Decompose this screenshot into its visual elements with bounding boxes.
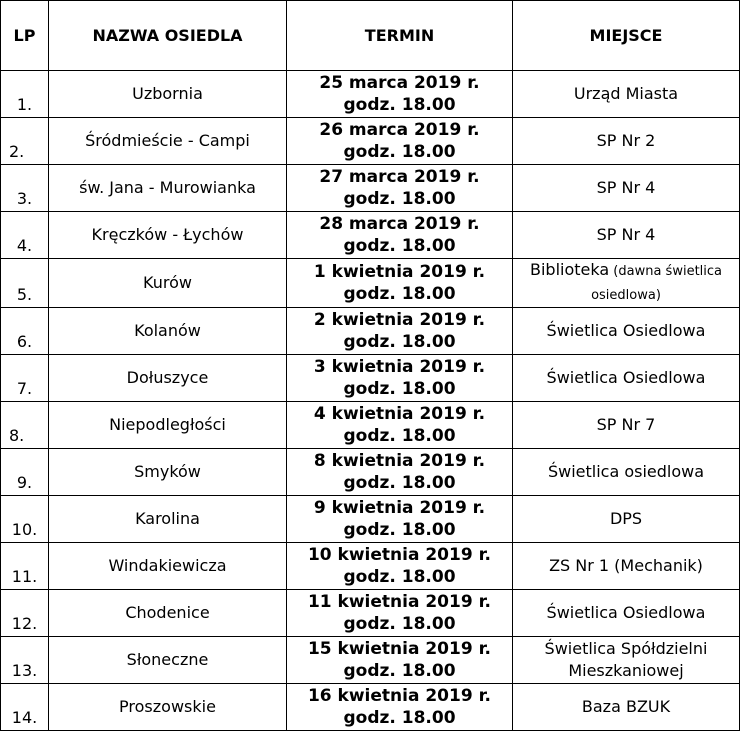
row-lp: 6. <box>1 308 49 355</box>
table-row <box>1 543 740 590</box>
row-place-label: SP Nr 4 <box>596 225 656 244</box>
row-term <box>287 684 513 731</box>
row-date: 2 kwietnia 2019 r. <box>313 310 486 330</box>
row-place-label: Świetlica Osiedlowa <box>546 603 706 622</box>
row-term <box>287 118 513 165</box>
row-place <box>513 684 740 731</box>
header-place: MIEJSCE <box>513 1 740 71</box>
row-place <box>513 71 740 118</box>
table-row <box>1 496 740 543</box>
row-place <box>513 165 740 212</box>
table-row <box>1 308 740 355</box>
row-settlement-name: św. Jana - Murowianka <box>49 165 287 212</box>
table-row <box>1 402 740 449</box>
row-term <box>287 449 513 496</box>
row-time: godz. 18.00 <box>343 426 456 446</box>
row-place <box>513 543 740 590</box>
row-settlement-name: Proszowskie <box>49 684 287 731</box>
row-place <box>513 590 740 637</box>
table-row <box>1 684 740 731</box>
table-row <box>1 212 740 259</box>
row-time: godz. 18.00 <box>343 614 456 634</box>
row-time: godz. 18.00 <box>343 567 456 587</box>
row-settlement-name: Śródmieście - Campi <box>49 118 287 165</box>
row-lp: 11. <box>1 543 49 590</box>
row-date: 8 kwietnia 2019 r. <box>313 451 486 471</box>
row-lp: 13. <box>1 637 49 684</box>
header-term: TERMIN <box>287 1 513 71</box>
row-place <box>513 496 740 543</box>
row-lp: 10. <box>1 496 49 543</box>
row-settlement-name: Kręczków - Łychów <box>49 212 287 259</box>
row-time: godz. 18.00 <box>343 236 456 256</box>
row-lp: 1. <box>1 71 49 118</box>
row-term <box>287 212 513 259</box>
row-place-label: SP Nr 4 <box>596 178 656 197</box>
row-lp: 7. <box>1 355 49 402</box>
table-row <box>1 71 740 118</box>
row-term <box>287 590 513 637</box>
row-lp: 14. <box>1 684 49 731</box>
header-lp: LP <box>1 1 49 71</box>
row-place <box>513 449 740 496</box>
row-date: 27 marca 2019 r. <box>319 167 480 187</box>
row-place <box>513 212 740 259</box>
row-settlement-name: Karolina <box>49 496 287 543</box>
row-settlement-name: Niepodległości <box>49 402 287 449</box>
row-place-label: Świetlica osiedlowa <box>547 462 705 481</box>
row-date: 3 kwietnia 2019 r. <box>313 357 486 377</box>
table-row <box>1 590 740 637</box>
table-row <box>1 449 740 496</box>
row-term <box>287 402 513 449</box>
row-settlement-name: Chodenice <box>49 590 287 637</box>
row-date: 15 kwietnia 2019 r. <box>307 639 492 659</box>
row-time: godz. 18.00 <box>343 379 456 399</box>
row-place-label: Biblioteka <box>529 260 610 279</box>
row-place <box>513 402 740 449</box>
row-place-label: SP Nr 2 <box>596 131 656 150</box>
row-date: 10 kwietnia 2019 r. <box>307 545 492 565</box>
row-place-label: Baza BZUK <box>581 697 671 716</box>
table-row <box>1 637 740 684</box>
row-place-label: DPS <box>609 509 643 528</box>
row-time: godz. 18.00 <box>343 189 456 209</box>
row-place-label: Urząd Miasta <box>573 84 679 103</box>
row-place-label: SP Nr 7 <box>596 415 656 434</box>
row-place <box>513 308 740 355</box>
row-lp: 9. <box>1 449 49 496</box>
row-time: godz. 18.00 <box>343 284 456 304</box>
row-time: godz. 18.00 <box>343 332 456 352</box>
row-place <box>513 637 740 684</box>
table-row <box>1 355 740 402</box>
row-term <box>287 259 513 308</box>
row-date: 11 kwietnia 2019 r. <box>307 592 492 612</box>
row-term <box>287 543 513 590</box>
row-place-label: Świetlica Osiedlowa <box>546 368 706 387</box>
row-settlement-name: Windakiewicza <box>49 543 287 590</box>
row-place <box>513 355 740 402</box>
row-place-label: Świetlica Spółdzielni Mieszkaniowej <box>544 639 708 680</box>
row-lp: 8. <box>1 402 49 449</box>
row-time: godz. 18.00 <box>343 708 456 728</box>
table-row <box>1 118 740 165</box>
row-term <box>287 165 513 212</box>
row-date: 1 kwietnia 2019 r. <box>313 262 486 282</box>
table-body <box>1 71 740 731</box>
row-date: 16 kwietnia 2019 r. <box>307 686 492 706</box>
row-place-label: ZS Nr 1 (Mechanik) <box>549 556 703 575</box>
row-place-label: Świetlica Osiedlowa <box>546 321 706 340</box>
row-lp: 4. <box>1 212 49 259</box>
header-name: NAZWA OSIEDLA <box>49 1 287 71</box>
row-settlement-name: Słoneczne <box>49 637 287 684</box>
row-term <box>287 637 513 684</box>
row-settlement-name: Dołuszyce <box>49 355 287 402</box>
row-time: godz. 18.00 <box>343 142 456 162</box>
row-term <box>287 355 513 402</box>
row-settlement-name: Kolanów <box>49 308 287 355</box>
row-time: godz. 18.00 <box>343 95 456 115</box>
row-term <box>287 496 513 543</box>
row-place <box>513 118 740 165</box>
header-row <box>1 1 740 71</box>
row-lp: 5. <box>1 259 49 308</box>
table-row <box>1 165 740 212</box>
row-date: 25 marca 2019 r. <box>319 73 480 93</box>
table-row <box>1 259 740 308</box>
row-settlement-name: Kurów <box>49 259 287 308</box>
row-time: godz. 18.00 <box>343 661 456 681</box>
row-settlement-name: Uzbornia <box>49 71 287 118</box>
row-lp: 12. <box>1 590 49 637</box>
row-place-note: (dawna świetlica osiedlowa) <box>591 264 722 303</box>
row-place <box>513 259 740 308</box>
row-time: godz. 18.00 <box>343 520 456 540</box>
row-term <box>287 71 513 118</box>
row-date: 4 kwietnia 2019 r. <box>313 404 486 424</box>
row-term <box>287 308 513 355</box>
row-lp: 2. <box>1 118 49 165</box>
row-date: 9 kwietnia 2019 r. <box>313 498 486 518</box>
row-time: godz. 18.00 <box>343 473 456 493</box>
row-date: 28 marca 2019 r. <box>319 214 480 234</box>
row-lp: 3. <box>1 165 49 212</box>
row-date: 26 marca 2019 r. <box>319 120 480 140</box>
row-settlement-name: Smyków <box>49 449 287 496</box>
